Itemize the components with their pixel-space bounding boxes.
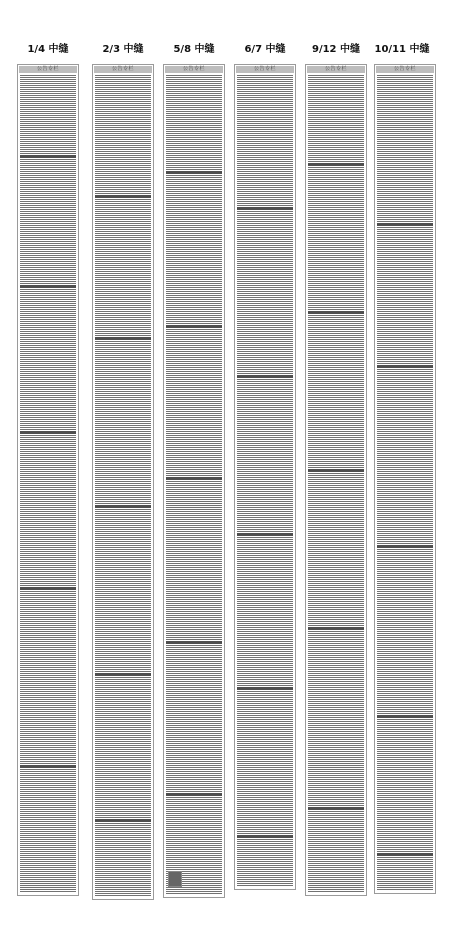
notice-strip-6-7	[234, 64, 296, 890]
strip-header: 公告专栏	[236, 66, 294, 73]
notice-text-block	[377, 75, 433, 891]
notice-text-block	[20, 75, 76, 893]
notice-strip-2-3	[92, 64, 154, 900]
strip-header: 公告专栏	[307, 66, 365, 73]
notice-text-block	[308, 75, 364, 893]
column-title-6-7: 6/7 中缝	[244, 44, 286, 55]
column-title-2-3: 2/3 中缝	[102, 44, 144, 55]
column-title-10-11: 10/11 中缝	[374, 44, 430, 55]
notice-strip-5-8	[163, 64, 225, 898]
strip-header: 公告专栏	[165, 66, 223, 73]
strip-header: 公告专栏	[94, 66, 152, 73]
notice-text-block	[166, 75, 222, 895]
column-title-1-4: 1/4 中缝	[27, 44, 69, 55]
notice-strip-9-12	[305, 64, 367, 896]
notice-strip-1-4	[17, 64, 79, 896]
strip-header: 公告专栏	[19, 66, 77, 73]
notice-strip-10-11	[374, 64, 436, 894]
strip-header: 公告专栏	[376, 66, 434, 73]
portrait-photo	[168, 871, 182, 887]
notice-text-block	[237, 75, 293, 887]
notice-text-block	[95, 75, 151, 897]
column-title-5-8: 5/8 中缝	[173, 44, 215, 55]
column-title-9-12: 9/12 中缝	[311, 44, 360, 55]
